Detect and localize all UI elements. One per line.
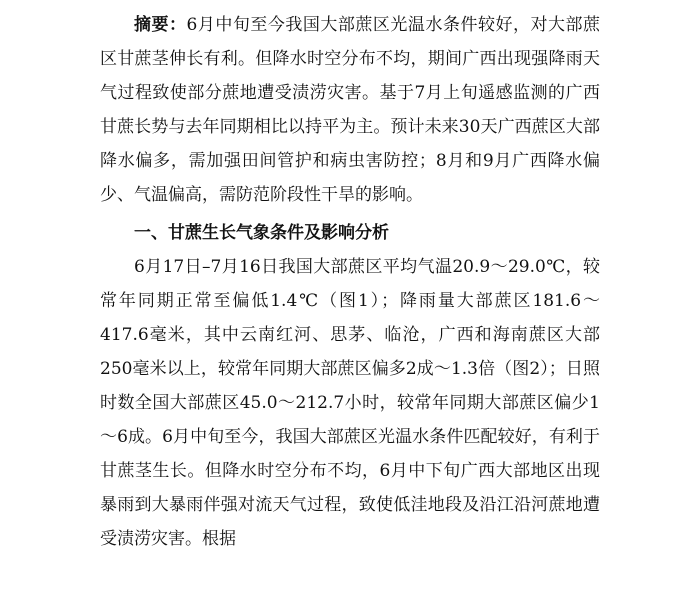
abstract-label: 摘要： <box>134 15 187 35</box>
abstract-paragraph <box>100 8 600 212</box>
section-body-paragraph: 6月17日–7月16日我国大部蔗区平均气温20.9～29.0℃，较常年同期正常至偏低1.4℃（图1）；降雨量大部蔗区181.6～417.6毫米，其中云南红河、思茅、临沧，广西和海南蔗区大部250毫米以上，较常年同期大部蔗区偏多2成～1.3倍（图2）；日照时数全国大部蔗区45.0～212.7小时，较常年同期大部蔗区偏少1～6成。6月中旬至今，我国大部蔗区光温水条件匹配较好，有利于甘蔗茎生长。但降水时空分布不均，6月中下旬广西大部地区出现暴雨到大暴雨伴强对流天气过程，致使低洼地段及沿江沿河蔗地遭受渍涝灾害。根据 <box>100 257 600 549</box>
document-page <box>100 8 600 556</box>
abstract-text: 6月中旬至今我国大部蔗区光温水条件较好，对大部蔗区甘蔗茎伸长有利。但降水时空分布不均，期间广西出现强降雨天气过程致使部分蔗地遭受渍涝灾害。基于7月上旬遥感监测的广西甘蔗长势与去年同期相比以持平为主。预计未来30天广西蔗区大部降水偏多，需加强田间管护和病虫害防控；8月和9月广西降水偏少、气温偏高，需防范阶段性干旱的影响。 <box>100 15 600 205</box>
section-heading: 一、甘蔗生长气象条件及影响分析 <box>134 223 389 243</box>
